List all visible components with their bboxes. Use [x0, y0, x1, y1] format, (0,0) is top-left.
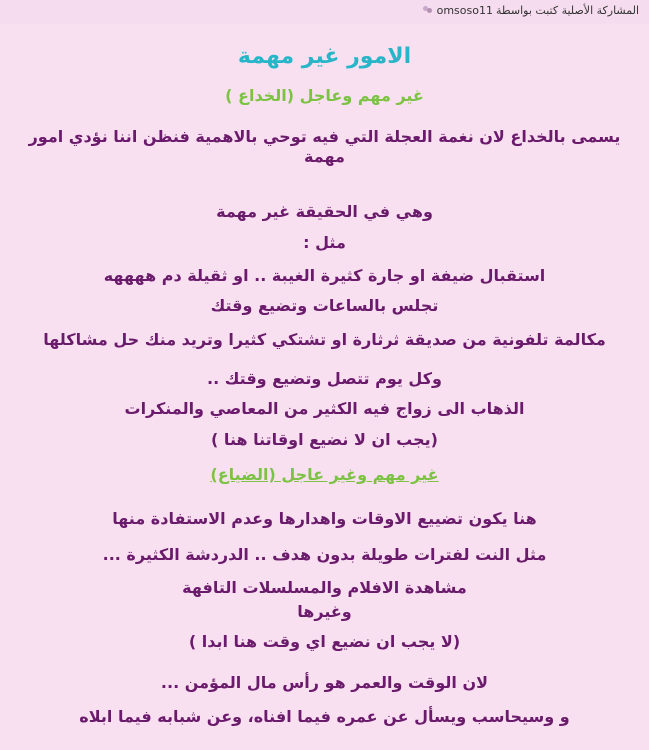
section1-line-8: الذهاب الى زواج فيه الكثير من المعاصي والمنكرات	[124, 399, 525, 418]
section1-line-7: وكل يوم تتصل وتضيع وقتك ..	[207, 369, 442, 388]
section1-line-6: مكالمة تلفونية من صديقة ثرثارة او تشتكي كثيرا وتريد منك حل مشاكلها	[43, 330, 606, 349]
section2-line-4: وغيرها	[297, 602, 352, 621]
quote-attribution	[423, 4, 639, 17]
post-title: الامور غير مهمة	[237, 44, 412, 69]
section2-heading: غير مهم وغير عاجل (الضياع)	[210, 465, 439, 484]
section1-line-3: مثل :	[303, 233, 346, 252]
section1-line-1: يسمى بالخداع لان نغمة العجلة التي فيه توحي بالاهمية فنظن اننا نؤدي امور مهمة	[28, 127, 621, 166]
section1-heading: غير مهم وعاجل (الخداع )	[225, 86, 424, 105]
quote-header	[0, 0, 649, 24]
section2-line-2: مثل النت لفترات طويلة بدون هدف .. الدردشة الكثيرة ...	[102, 545, 547, 564]
section1-line-2: وهي في الحقيقة غير مهمة	[216, 202, 433, 221]
section2-line-7: و وسيحاسب ويسأل عن عمره فيما افناه، وعن شبابه فيما ابلاه	[79, 707, 570, 726]
section2-line-6: لان الوقت والعمر هو رأس مال المؤمن ...	[160, 673, 489, 692]
section2-line-3: مشاهدة الافلام والمسلسلات التافهة	[182, 578, 467, 597]
section1-line-9: (يجب ان لا نضيع اوقاتنا هنا )	[211, 430, 438, 449]
view-post-icon[interactable]	[423, 6, 433, 15]
section2-line-1: هنا يكون تضييع الاوقات واهدارها وعدم الاستفادة منها	[112, 509, 537, 528]
section2-line-5: (لا يجب ان نضيع اي وقت هنا ابدا )	[188, 632, 461, 651]
quote-caption: المشاركة الأصلية كتبت بواسطة	[495, 4, 639, 17]
quote-username[interactable]: omsoso11	[436, 4, 493, 17]
section1-line-5: تجلس بالساعات وتضيع وقتك	[210, 296, 439, 315]
section1-line-4: استقبال ضيفة او جارة كثيرة الغيبة .. او ثقيلة دم ههههه	[103, 266, 546, 285]
